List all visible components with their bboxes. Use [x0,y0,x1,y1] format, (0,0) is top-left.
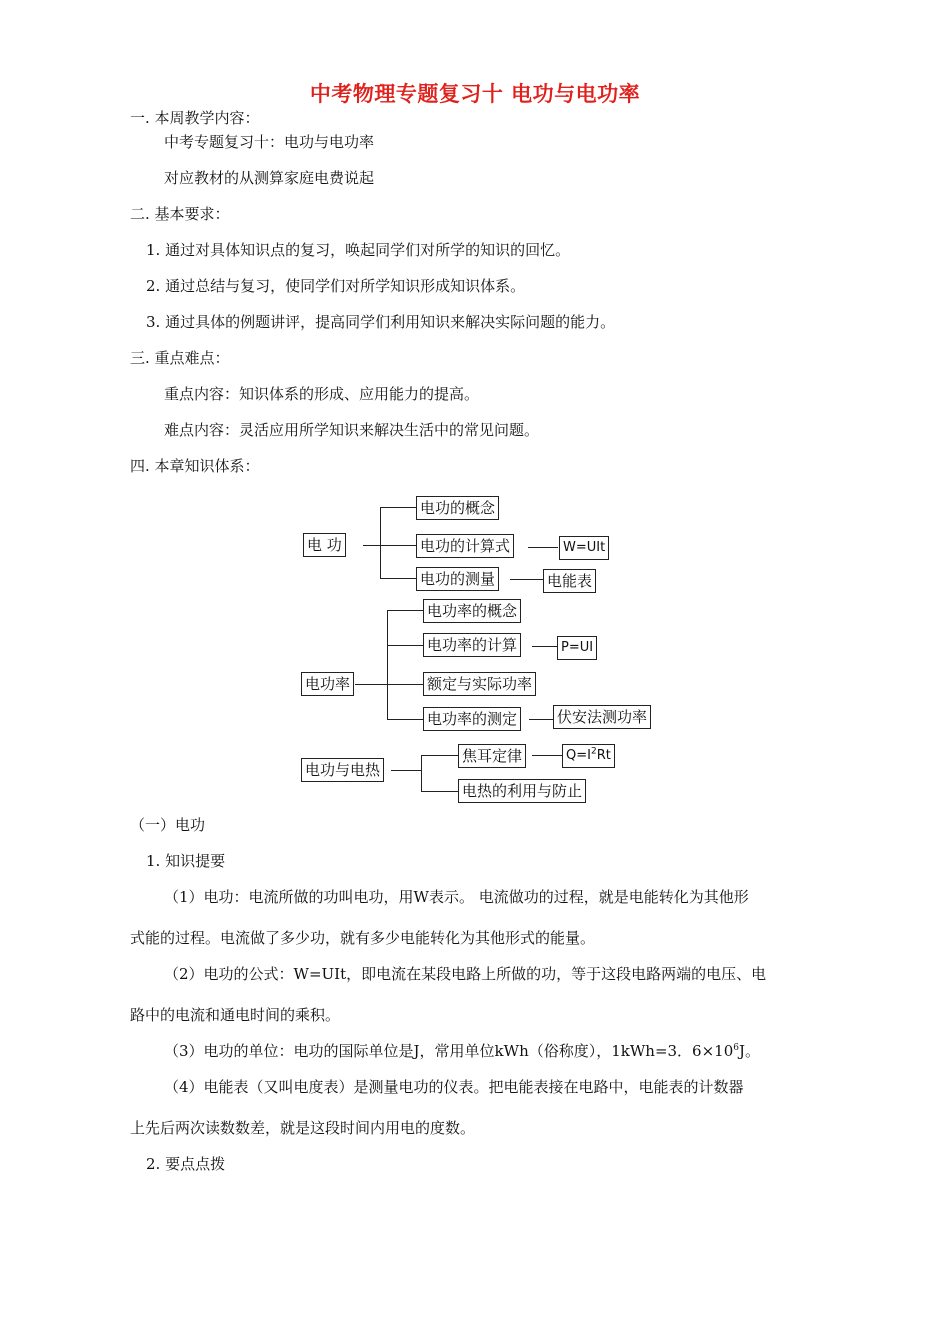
section-3-difficult: 难点内容：灵活应用所学知识来解决生活中的常见问题。 [164,421,540,439]
connector [387,719,423,720]
node-power-rated: 额定与实际功率 [423,672,536,696]
connector [380,578,416,579]
node-power-formula: P=UI [557,636,597,660]
part-1-sub-2: 2. 要点点拨 [146,1155,226,1173]
connector [355,684,387,685]
part-1-heading: （一）电功 [130,816,206,834]
connector [532,755,562,756]
connector [532,646,557,647]
page-title: 中考物理专题复习十 电功与电功率 [309,82,641,106]
connector [380,507,416,508]
paragraph-2a: （2）电功的公式：W=UIt，即电流在某段电路上所做的功，等于这段电路两端的电压、电 [164,965,767,983]
connector [528,547,558,548]
joule-formula-exponent: 2 [590,746,597,757]
section-2-heading: 二. 基本要求： [130,205,230,223]
connector [391,770,421,771]
connector [421,791,458,792]
paragraph-3-text: （3）电功的单位：电功的国际单位是J，常用单位kWh（俗称度），1kWh=3．6×10 [164,1042,734,1060]
joule-formula-b: Rt [596,748,611,763]
node-work-concept: 电功的概念 [416,496,499,520]
connector [529,719,553,720]
paragraph-4b: 上先后两次读数数差，就是这段时间内用电的度数。 [130,1119,476,1137]
node-joule-formula [562,744,615,768]
node-heat-use: 电热的利用与防止 [458,779,586,803]
part-1-sub-1: 1. 知识提要 [146,852,226,870]
section-2-item-3: 3. 通过具体的例题讲评，提高同学们利用知识来解决实际问题的能力。 [146,313,616,331]
connector [510,579,543,580]
section-3-key: 重点内容：知识体系的形成、应用能力的提高。 [164,385,480,403]
section-3-heading: 三. 重点难点： [130,349,230,367]
paragraph-1a: （1）电功：电流所做的功叫电功，用W表示。 电流做功的过程，就是电能转化为其他形 [164,888,749,906]
section-4-heading: 四. 本章知识体系： [130,457,260,475]
node-heat: 电功与电热 [301,758,384,782]
connector [421,755,458,756]
node-power: 电功率 [301,672,354,696]
connector [380,507,381,578]
node-power-calc: 电功率的计算 [423,633,521,657]
paragraph-1b: 式能的过程。电流做了多少功，就有多少电能转化为其他形式的能量。 [130,929,596,947]
paragraph-3-unit: J。 [738,1042,760,1060]
connector [387,684,423,685]
node-work: 电 功 [303,533,346,557]
knowledge-diagram [295,490,665,810]
paragraph-4a: （4）电能表（又叫电度表）是测量电功的仪表。把电能表接在电路中，电能表的计数器 [164,1078,744,1096]
node-power-method: 伏安法测功率 [553,705,651,729]
connector [363,545,380,546]
connector [380,545,416,546]
paragraph-3 [164,1041,760,1061]
connector [387,610,388,719]
paragraph-2b: 路中的电流和通电时间的乘积。 [130,1006,341,1024]
node-joule-law: 焦耳定律 [458,744,526,768]
node-work-measure: 电功的测量 [416,567,499,591]
section-2-item-2: 2. 通过总结与复习，使同学们对所学知识形成知识体系。 [146,277,526,295]
connector [387,645,423,646]
joule-formula-a: Q=I [566,748,591,763]
section-1-heading: 一. 本周教学内容： [130,109,260,127]
connector [387,610,423,611]
node-power-concept: 电功率的概念 [423,599,521,623]
connector [421,755,422,791]
node-work-calc: 电功的计算式 [416,534,514,558]
section-1-line-2: 对应教材的从测算家庭电费说起 [164,169,375,187]
paragraph-3-exponent: 6 [733,1043,739,1053]
node-work-formula: W=UIt [559,536,609,560]
node-power-measure: 电功率的测定 [423,707,521,731]
node-work-meter: 电能表 [543,569,596,593]
section-1-line-1: 中考专题复习十：电功与电功率 [164,133,375,151]
section-2-item-1: 1. 通过对具体知识点的复习，唤起同学们对所学的知识的回忆。 [146,241,571,259]
